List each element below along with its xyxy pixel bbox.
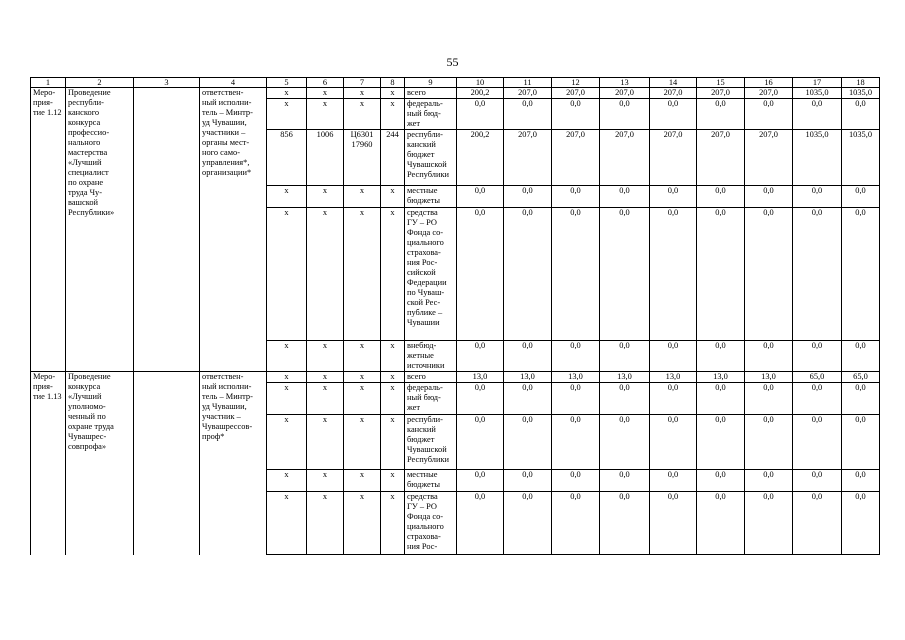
code-cell: x <box>381 372 405 383</box>
code-cell: x <box>307 492 344 555</box>
value-cell: 13,0 <box>745 372 793 383</box>
header-cell: 18 <box>842 78 880 88</box>
code-cell: x <box>267 186 307 208</box>
code-cell: x <box>344 208 381 341</box>
funding-source: местные бюджеты <box>405 186 457 208</box>
value-cell: 0,0 <box>745 186 793 208</box>
funding-source: местные бюджеты <box>405 470 457 492</box>
value-cell: 0,0 <box>842 341 880 372</box>
value-cell: 0,0 <box>600 470 650 492</box>
code-cell: 1006 <box>307 130 344 186</box>
value-cell: 0,0 <box>504 341 552 372</box>
value-cell: 0,0 <box>793 341 842 372</box>
value-cell: 0,0 <box>504 470 552 492</box>
value-cell: 0,0 <box>600 341 650 372</box>
code-cell: x <box>381 186 405 208</box>
value-cell: 1035,0 <box>793 130 842 186</box>
value-cell: 207,0 <box>600 130 650 186</box>
funding-source: федераль- ный бюд- жет <box>405 383 457 415</box>
code-cell: x <box>307 372 344 383</box>
value-cell: 0,0 <box>600 415 650 470</box>
header-cell: 1 <box>31 78 66 88</box>
funding-source: всего <box>405 88 457 99</box>
header-cell: 9 <box>405 78 457 88</box>
value-cell: 0,0 <box>745 470 793 492</box>
measure-name: Проведение республи- канского конкурса профессио- нального мастерства «Лучший специалист по охране труда Чу- вашской Республики» <box>66 88 134 372</box>
header-cell: 16 <box>745 78 793 88</box>
value-cell: 13,0 <box>457 372 504 383</box>
value-cell: 0,0 <box>697 208 745 341</box>
header-cell: 3 <box>134 78 200 88</box>
code-cell: x <box>381 341 405 372</box>
code-cell: x <box>307 383 344 415</box>
code-cell: x <box>267 88 307 99</box>
value-cell: 207,0 <box>552 130 600 186</box>
value-cell: 0,0 <box>457 99 504 130</box>
funding-source: республи- канский бюджет Чувашской Республики <box>405 415 457 470</box>
value-cell: 0,0 <box>504 99 552 130</box>
value-cell: 0,0 <box>842 492 880 555</box>
table-row <box>31 372 880 383</box>
value-cell: 207,0 <box>600 88 650 99</box>
code-cell: x <box>267 99 307 130</box>
funding-source: всего <box>405 372 457 383</box>
value-cell: 0,0 <box>650 208 697 341</box>
header-cell: 8 <box>381 78 405 88</box>
value-cell: 207,0 <box>745 130 793 186</box>
value-cell: 0,0 <box>457 186 504 208</box>
value-cell: 1035,0 <box>842 130 880 186</box>
budget-table <box>30 77 880 555</box>
value-cell: 0,0 <box>457 208 504 341</box>
value-cell: 0,0 <box>650 383 697 415</box>
value-cell: 13,0 <box>504 372 552 383</box>
value-cell: 207,0 <box>697 88 745 99</box>
value-cell: 0,0 <box>793 415 842 470</box>
value-cell: 0,0 <box>650 492 697 555</box>
value-cell: 0,0 <box>600 186 650 208</box>
code-cell: x <box>381 415 405 470</box>
value-cell: 207,0 <box>504 130 552 186</box>
value-cell: 0,0 <box>793 470 842 492</box>
measure-name: Проведение конкурса «Лучший уполномо- ченный по охране труда Чувашрес- совпрофа» <box>66 372 134 555</box>
code-cell: x <box>344 492 381 555</box>
value-cell: 0,0 <box>697 383 745 415</box>
value-cell: 0,0 <box>745 383 793 415</box>
value-cell: 207,0 <box>552 88 600 99</box>
table-row <box>31 88 880 99</box>
value-cell: 0,0 <box>745 99 793 130</box>
header-cell: 7 <box>344 78 381 88</box>
value-cell: 0,0 <box>793 99 842 130</box>
value-cell: 207,0 <box>650 88 697 99</box>
header-cell: 11 <box>504 78 552 88</box>
code-cell: x <box>307 99 344 130</box>
value-cell: 0,0 <box>552 186 600 208</box>
column-3-cell <box>134 372 200 555</box>
code-cell: 244 <box>381 130 405 186</box>
code-cell: x <box>267 470 307 492</box>
code-cell: x <box>344 383 381 415</box>
value-cell: 0,0 <box>697 470 745 492</box>
header-cell: 17 <box>793 78 842 88</box>
value-cell: 0,0 <box>457 383 504 415</box>
funding-source: средства ГУ – РО Фонда со- циального страхова- ния Рос- сийской Федерации по Чуваш- ской Рес- публике – Чувашии <box>405 208 457 341</box>
code-cell: x <box>381 383 405 415</box>
value-cell: 0,0 <box>457 470 504 492</box>
value-cell: 0,0 <box>793 208 842 341</box>
value-cell: 200,2 <box>457 88 504 99</box>
value-cell: 0,0 <box>650 341 697 372</box>
code-cell: x <box>307 88 344 99</box>
code-cell: x <box>344 186 381 208</box>
code-cell: x <box>267 415 307 470</box>
value-cell: 0,0 <box>842 415 880 470</box>
column-3-cell <box>134 88 200 372</box>
value-cell: 1035,0 <box>842 88 880 99</box>
value-cell: 0,0 <box>793 383 842 415</box>
code-cell: x <box>344 341 381 372</box>
funding-source: республи- канский бюджет Чувашской Республики <box>405 130 457 186</box>
value-cell: 0,0 <box>697 99 745 130</box>
code-cell: x <box>307 208 344 341</box>
value-cell: 0,0 <box>842 470 880 492</box>
code-cell: Ц6301 17960 <box>344 130 381 186</box>
value-cell: 0,0 <box>552 383 600 415</box>
value-cell: 0,0 <box>650 415 697 470</box>
value-cell: 0,0 <box>504 208 552 341</box>
code-cell: x <box>307 415 344 470</box>
value-cell: 200,2 <box>457 130 504 186</box>
code-cell: x <box>381 99 405 130</box>
value-cell: 1035,0 <box>793 88 842 99</box>
value-cell: 0,0 <box>793 186 842 208</box>
value-cell: 0,0 <box>504 415 552 470</box>
code-cell: x <box>344 99 381 130</box>
value-cell: 65,0 <box>793 372 842 383</box>
header-cell: 5 <box>267 78 307 88</box>
header-cell: 4 <box>200 78 267 88</box>
value-cell: 0,0 <box>552 492 600 555</box>
code-cell: x <box>267 341 307 372</box>
value-cell: 0,0 <box>552 99 600 130</box>
code-cell: x <box>344 470 381 492</box>
code-cell: x <box>307 470 344 492</box>
header-row <box>31 78 880 88</box>
value-cell: 0,0 <box>697 492 745 555</box>
value-cell: 0,0 <box>745 492 793 555</box>
value-cell: 13,0 <box>650 372 697 383</box>
funding-source: внебюд- жетные источники <box>405 341 457 372</box>
value-cell: 0,0 <box>650 99 697 130</box>
code-cell: 856 <box>267 130 307 186</box>
value-cell: 0,0 <box>600 99 650 130</box>
value-cell: 207,0 <box>504 88 552 99</box>
header-cell: 10 <box>457 78 504 88</box>
code-cell: x <box>344 372 381 383</box>
code-cell: x <box>267 383 307 415</box>
value-cell: 0,0 <box>745 415 793 470</box>
code-cell: x <box>267 372 307 383</box>
executor-cell: ответствен- ный исполни- тель – Минтр- уд Чувашии, участник – Чувашрессов- проф* <box>200 372 267 555</box>
header-cell: 12 <box>552 78 600 88</box>
code-cell: x <box>307 186 344 208</box>
header-cell: 2 <box>66 78 134 88</box>
value-cell: 0,0 <box>457 341 504 372</box>
value-cell: 0,0 <box>793 492 842 555</box>
value-cell: 0,0 <box>842 99 880 130</box>
value-cell: 0,0 <box>650 186 697 208</box>
value-cell: 0,0 <box>600 383 650 415</box>
executor-cell: ответствен- ный исполни- тель – Минтр- уд Чувашии, участники – органы мест- ного само- управления*, организации* <box>200 88 267 372</box>
value-cell: 0,0 <box>697 186 745 208</box>
code-cell: x <box>267 208 307 341</box>
value-cell: 0,0 <box>745 341 793 372</box>
value-cell: 0,0 <box>552 208 600 341</box>
value-cell: 0,0 <box>745 208 793 341</box>
value-cell: 0,0 <box>697 341 745 372</box>
value-cell: 0,0 <box>552 415 600 470</box>
header-cell: 6 <box>307 78 344 88</box>
value-cell: 13,0 <box>552 372 600 383</box>
value-cell: 0,0 <box>504 492 552 555</box>
code-cell: x <box>267 492 307 555</box>
funding-source: федераль- ный бюд- жет <box>405 99 457 130</box>
header-cell: 14 <box>650 78 697 88</box>
value-cell: 0,0 <box>552 470 600 492</box>
value-cell: 0,0 <box>504 186 552 208</box>
value-cell: 0,0 <box>457 492 504 555</box>
code-cell: x <box>381 492 405 555</box>
header-cell: 13 <box>600 78 650 88</box>
value-cell: 0,0 <box>842 208 880 341</box>
value-cell: 207,0 <box>650 130 697 186</box>
code-cell: x <box>381 208 405 341</box>
value-cell: 0,0 <box>650 470 697 492</box>
header-cell: 15 <box>697 78 745 88</box>
code-cell: x <box>381 88 405 99</box>
value-cell: 0,0 <box>842 186 880 208</box>
value-cell: 13,0 <box>600 372 650 383</box>
measure-label: Меро- прия- тие 1.12 <box>31 88 66 372</box>
value-cell: 65,0 <box>842 372 880 383</box>
value-cell: 0,0 <box>697 415 745 470</box>
value-cell: 0,0 <box>600 208 650 341</box>
code-cell: x <box>307 341 344 372</box>
measure-label: Меро- прия- тие 1.13 <box>31 372 66 555</box>
value-cell: 207,0 <box>745 88 793 99</box>
value-cell: 13,0 <box>697 372 745 383</box>
value-cell: 0,0 <box>552 341 600 372</box>
value-cell: 0,0 <box>842 383 880 415</box>
value-cell: 0,0 <box>457 415 504 470</box>
funding-source: средства ГУ – РО Фонда со- циального страхова- ния Рос- <box>405 492 457 555</box>
value-cell: 0,0 <box>504 383 552 415</box>
page-number: 55 <box>446 55 459 69</box>
value-cell: 207,0 <box>697 130 745 186</box>
code-cell: x <box>344 88 381 99</box>
code-cell: x <box>381 470 405 492</box>
value-cell: 0,0 <box>600 492 650 555</box>
code-cell: x <box>344 415 381 470</box>
